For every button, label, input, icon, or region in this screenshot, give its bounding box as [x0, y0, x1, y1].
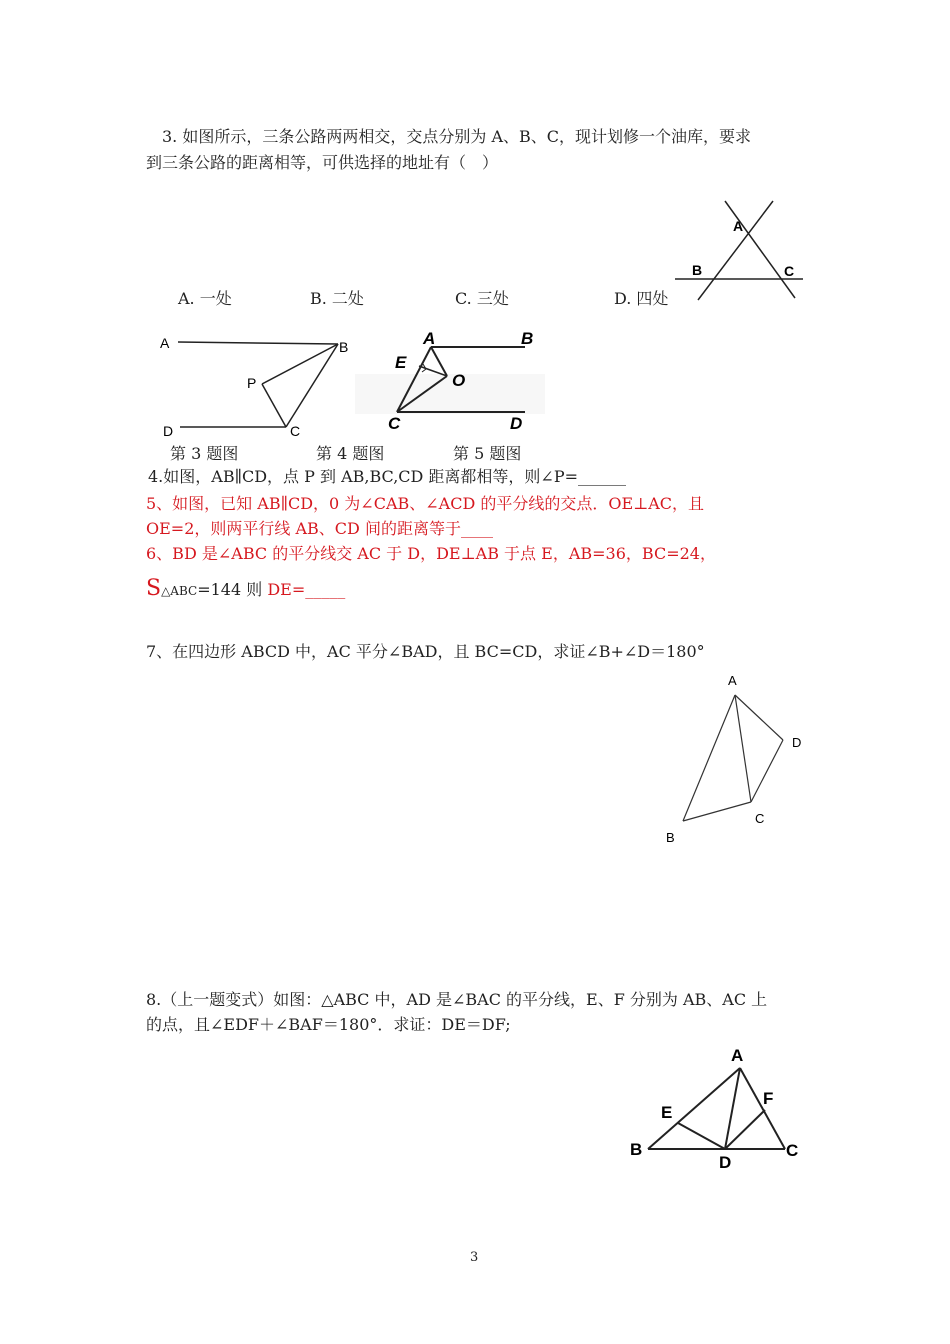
fig-3 [150, 330, 360, 442]
q7-fig-label-c: C [755, 811, 765, 826]
q6-area-symbol: S [146, 576, 162, 601]
q8-line2: 的点，且∠EDF＋∠BAF＝180°．求证：DE＝DF; [146, 1015, 511, 1034]
fig4-label-c: C [388, 414, 401, 433]
fig4-label-e: E [395, 353, 407, 372]
q3-option-c: C. 三处 [455, 289, 509, 308]
q6-line1-part-a: 6、BD 是∠ABC 的平分线交 AC 于 D， [146, 544, 437, 563]
q3-figure [670, 195, 810, 305]
q3-fig-label-a: A [733, 218, 744, 234]
fig-4 [355, 322, 545, 438]
q3-fig-label-b: B [692, 262, 703, 278]
fig3-label-a: A [160, 335, 170, 351]
q6-line1 [146, 544, 716, 564]
q3-option-a: A. 一处 [178, 289, 232, 308]
q8-fig-label-f: F [763, 1089, 774, 1108]
q5-line1: 5、如图，已知 AB∥CD，0 为∠CAB、∠ACD 的平分线的交点．OE⊥AC，且 [146, 494, 705, 513]
fig3-label-c: C [290, 423, 301, 439]
q3-line2: 到三条公路的距离相等，可供选择的地址有（ ） [146, 153, 499, 172]
q8-fig-label-c: C [786, 1141, 799, 1160]
q8-line1: 8.（上一题变式）如图：△ABC 中，AD 是∠BAC 的平分线，E、F 分别为 AB、AC 上 [146, 990, 768, 1009]
q6-area-subscript: △ABC [161, 584, 198, 598]
q6-line2 [146, 576, 346, 601]
caption-fig-4: 第 4 题图 [316, 444, 385, 463]
q7-fig-label-a: A [728, 673, 737, 688]
q7-fig-label-b: B [666, 830, 675, 845]
q4-text: 4.如图，AB∥CD，点 P 到 AB,BC,CD 距离都相等，则∠P=______ [148, 467, 627, 486]
caption-fig-5: 第 5 题图 [453, 444, 522, 463]
q8-fig-label-a: A [731, 1046, 744, 1065]
q6-area-value: =144 则 [197, 580, 268, 599]
fig4-label-d: D [510, 414, 523, 433]
fig3-label-d: D [163, 423, 174, 439]
q8-fig-label-e: E [661, 1103, 673, 1122]
page-number: 3 [470, 1250, 479, 1265]
q8-fig-label-d: D [719, 1153, 732, 1172]
fig4-label-o: O [452, 371, 466, 390]
faded-scan-background [355, 374, 545, 414]
q7-text: 7、在四边形 ABCD 中，AC 平分∠BAD，且 BC=CD，求证∠B+∠D＝180° [146, 642, 705, 661]
q3-option-b: B. 二处 [310, 289, 364, 308]
q6-line1-part-b: DE⊥AB 于点 E，AB=36，BC=24， [436, 544, 716, 563]
fig3-label-b: B [339, 339, 349, 355]
caption-fig-3: 第 3 题图 [170, 444, 239, 463]
q8-fig-label-b: B [630, 1140, 643, 1159]
fig3-label-p: P [247, 375, 257, 391]
q7-figure [655, 668, 815, 848]
fig4-label-a: A [423, 329, 436, 348]
q3-option-d: D. 四处 [614, 289, 669, 308]
q6-blank: DE=_____ [267, 580, 346, 599]
q3-fig-label-c: C [784, 263, 795, 279]
q8-figure [625, 1038, 815, 1174]
q5-line2: OE=2，则两平行线 AB、CD 间的距离等于____ [146, 519, 493, 538]
fig4-label-b: B [521, 329, 534, 348]
q7-fig-label-d: D [792, 735, 802, 750]
q3-line1: 3. 如图所示，三条公路两两相交，交点分别为 A、B、C，现计划修一个油库，要求 [162, 127, 751, 146]
